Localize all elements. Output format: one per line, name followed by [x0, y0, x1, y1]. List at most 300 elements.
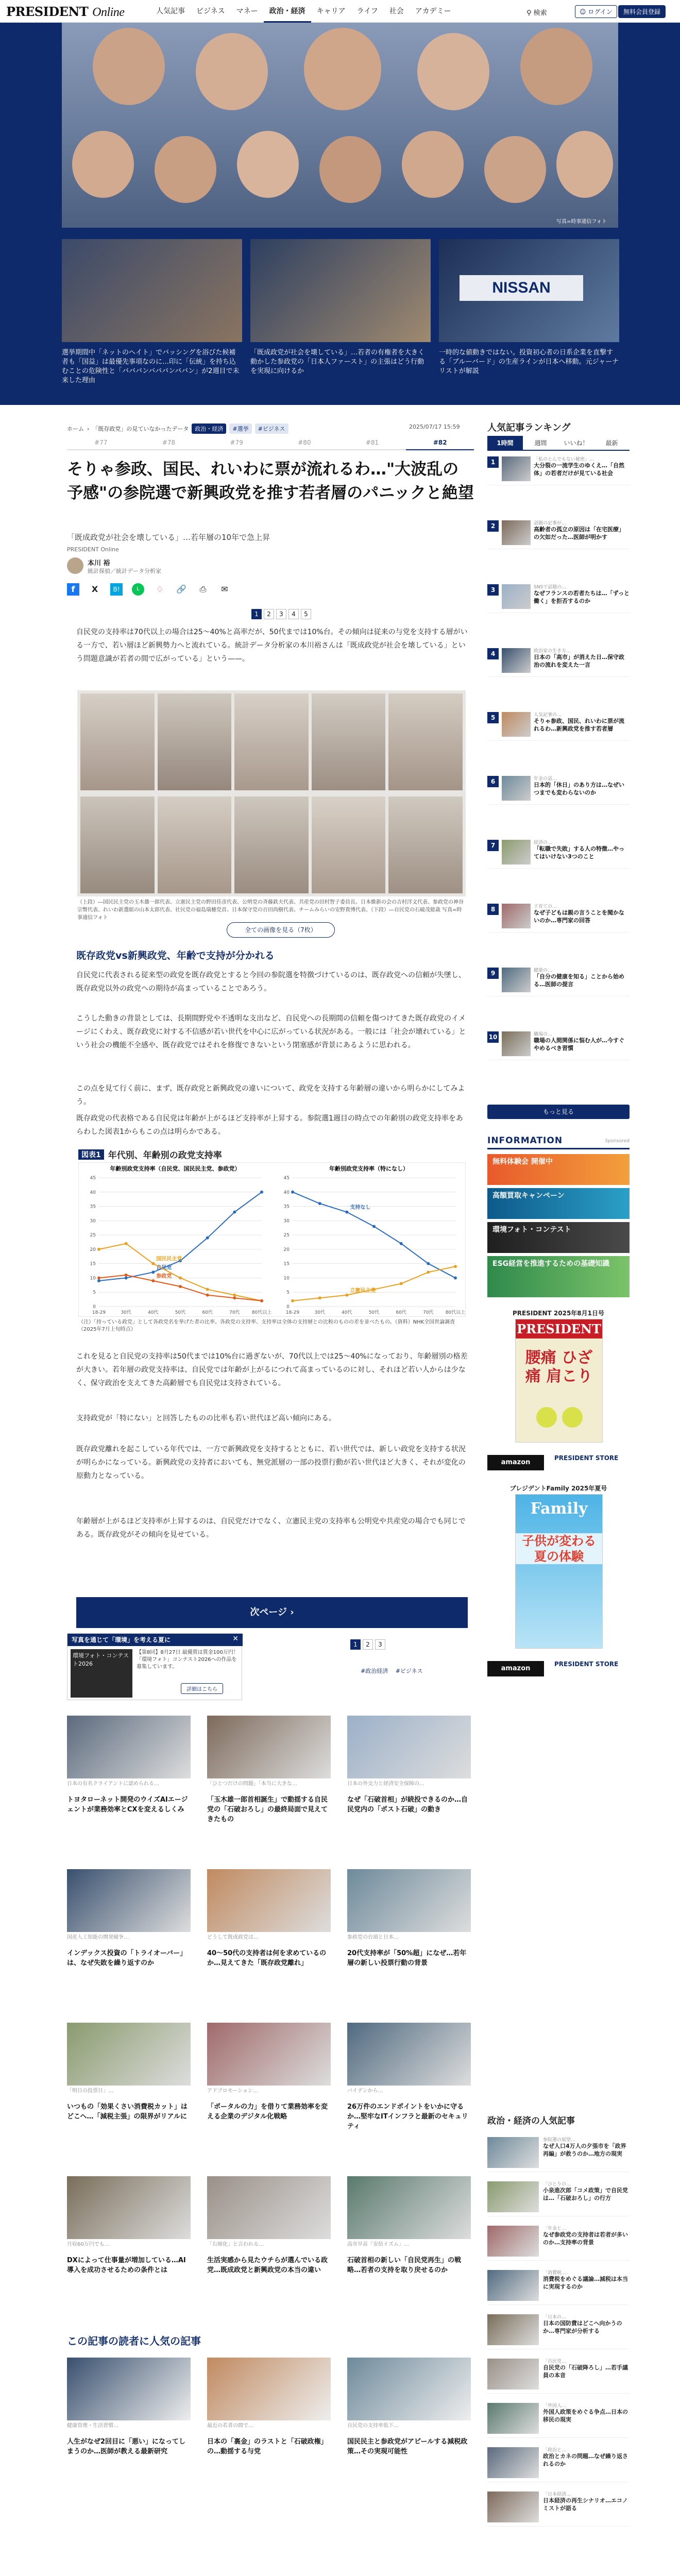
- breadcrumb-item[interactable]: 「既存政党」の見ていなかったデータ: [92, 426, 189, 432]
- hero-sub-image-3[interactable]: [439, 239, 619, 342]
- politics-title[interactable]: 外国人政策をめぐる争点…日本の移民の現実: [543, 2409, 628, 2423]
- card-image[interactable]: [207, 1716, 331, 1778]
- ranking-item[interactable]: [487, 773, 630, 805]
- site-logo[interactable]: PRESIDENT Online: [6, 4, 125, 19]
- hero-caption-2[interactable]: 「既成政党が社会を壊している」…若者の有権者を大きく動かした参政党の「日本人ファースト」の主張はどう行動を実現に向けるか: [250, 349, 425, 375]
- rank-thumb[interactable]: [502, 904, 531, 928]
- rank-number: 8: [487, 904, 499, 915]
- ranking-item[interactable]: [487, 709, 630, 741]
- rank-number: 6: [487, 776, 499, 787]
- rank-thumb[interactable]: [502, 520, 531, 545]
- page-link[interactable]: 1: [350, 1639, 361, 1650]
- family-logo: Family: [530, 1500, 588, 1518]
- hero-caption-3[interactable]: 一時的な値動きではない。投資初心者の日系企業を直撃する「ブルーバード」の生産ラインが日本へ移動。元ジャーナリストが解説: [439, 349, 619, 375]
- x-tick-label: 70代: [423, 1310, 434, 1315]
- card-meta: どうして既成政党は…: [207, 1935, 259, 1940]
- related-heading: この記事の読者に人気の記事: [67, 2335, 201, 2347]
- politics-item[interactable]: [487, 2487, 630, 2527]
- data-point: [206, 1294, 209, 1297]
- rank-meta: 経済の…: [534, 840, 553, 845]
- series-tab-active[interactable]: #82: [406, 439, 474, 450]
- card-meta: 日本の有名クライアントに認められる…: [67, 1781, 159, 1787]
- series-label: 立憲民主党: [350, 1287, 376, 1294]
- rank-meta: 「私のとんでもない秘密」…: [534, 457, 594, 462]
- nav-item[interactable]: 人気記事: [156, 7, 185, 15]
- search-icon: ⚲: [526, 9, 532, 17]
- rank-title[interactable]: なぜ子どもは親の言うことを聞かないのか…専門家の回答: [534, 909, 624, 924]
- article-card[interactable]: [207, 2176, 331, 2275]
- chevron-right-icon: ›: [290, 1607, 294, 1618]
- politics-thumb[interactable]: [487, 2359, 539, 2389]
- breadcrumb: ホーム › 「既存政党」の見ていなかったデータ 政治・経済 #選挙 #ビジネス: [67, 423, 288, 434]
- card-title[interactable]: 日本の「裏金」のラストと「石破政権」の…動揺する与党: [207, 2438, 328, 2455]
- magazine-title: PRESIDENT 2025年8月1日号: [512, 1310, 604, 1317]
- politics-item[interactable]: [487, 2222, 630, 2261]
- hatena-icon[interactable]: B!: [110, 583, 123, 596]
- data-point: [97, 1276, 100, 1279]
- rank-thumb[interactable]: [502, 584, 531, 609]
- pocket-icon[interactable]: ♢: [156, 584, 164, 594]
- author-name: 本川 裕: [88, 560, 110, 567]
- politics-thumb[interactable]: [487, 2270, 539, 2301]
- info-ad[interactable]: 無料体験会 開催中: [487, 1154, 630, 1185]
- pagination-top: [251, 609, 311, 619]
- page-link[interactable]: 4: [288, 609, 299, 619]
- magazine-logo: PRESIDENT: [516, 1319, 602, 1338]
- card-title[interactable]: 石破首相の新しい「自民党再生」の戦略…若者の支持を取り戻せるのか: [347, 2257, 462, 2274]
- link-icon[interactable]: 🔗: [176, 584, 186, 594]
- y-tick-label: 40: [283, 1190, 290, 1195]
- rank-title[interactable]: 日本の「高市」が消えた日…保守政治の流れを変えた一言: [534, 654, 624, 668]
- card-image[interactable]: [67, 2023, 191, 2086]
- rank-title[interactable]: 「転職で失敗」する人の特徴…やってはいけない3つのこと: [534, 845, 624, 860]
- y-tick-label: 10: [90, 1276, 96, 1281]
- x-tick-label: 40代: [148, 1310, 159, 1315]
- rank-thumb[interactable]: [502, 712, 531, 737]
- y-tick-label: 0: [93, 1304, 96, 1310]
- card-title[interactable]: 40〜50代の支持者は何を求めているのか…見えてきた「既存政党離れ」: [207, 1950, 327, 1967]
- card-title[interactable]: なぜ「石破首相」が続投できるのか…自民党内の「ポスト石破」の動き: [347, 1796, 468, 1814]
- page-link[interactable]: 3: [375, 1639, 385, 1650]
- rank-meta: 話題の記事が…: [534, 521, 567, 526]
- rank-thumb[interactable]: [502, 648, 531, 673]
- site-header: [0, 0, 680, 23]
- rank-number: 4: [487, 648, 499, 659]
- politics-thumb[interactable]: [487, 2314, 539, 2345]
- article-card[interactable]: [67, 1716, 191, 1815]
- more-button[interactable]: もっと見る: [487, 1105, 630, 1119]
- family-cover[interactable]: Family 子供が変わる 夏の体験: [515, 1494, 603, 1649]
- article-card[interactable]: [207, 2023, 331, 2122]
- card-image[interactable]: [67, 1869, 191, 1932]
- card-meta: 国産人工知能の開発競争…: [67, 1935, 129, 1940]
- info-ad[interactable]: ESG経営を推進するための基礎知識: [487, 1256, 630, 1297]
- nav-item-active[interactable]: 政治・経済: [264, 0, 311, 23]
- ranking-title: 人気記事ランキング: [487, 422, 571, 433]
- page-link[interactable]: 2: [363, 1639, 373, 1650]
- politics-title[interactable]: 日本経済の再生シナリオ…エコノミストが語る: [543, 2497, 628, 2512]
- search-button[interactable]: ⚲ 検索: [526, 9, 547, 17]
- section-heading: 既存政党vs新興政党、年齢で支持が分かれる: [76, 950, 275, 961]
- x-tick-label: 18-29: [285, 1310, 300, 1315]
- series-tab[interactable]: #81: [338, 439, 406, 450]
- politics-meta: 「自民党…: [543, 2359, 567, 2364]
- data-point: [179, 1276, 182, 1279]
- register-button[interactable]: 無料会員登録: [618, 5, 666, 18]
- hero-main-image[interactable]: [62, 23, 618, 228]
- x-tick-label: 70代: [229, 1310, 240, 1315]
- rank-meta: 人気記事の…: [534, 713, 562, 718]
- rank-meta: 年金の話…: [534, 776, 557, 782]
- data-point: [291, 1191, 294, 1194]
- publish-date: 2025/07/17 15:59: [409, 423, 460, 430]
- politics-meta: 「日本経済…: [543, 2492, 571, 2497]
- data-point: [206, 1236, 209, 1240]
- page-link[interactable]: 3: [276, 609, 286, 619]
- card-meta: 参政党の台頭と日本…: [347, 1935, 399, 1940]
- politics-thumb[interactable]: [487, 2403, 539, 2434]
- article-card[interactable]: [347, 1716, 471, 1815]
- article-card[interactable]: [347, 2176, 471, 2275]
- politics-meta: 「日本の…: [543, 2315, 567, 2320]
- nissan-sign: NISSAN: [460, 275, 583, 301]
- paragraph: こうした動きの背景としては、長期間野党や不透明な支出など、自民党への長期間の信頼を傷つけてきた既存政党のイメージにくわえ、既存政党に対する不信感が若い世代を中心に広がっている状況がある。一般には「社会が壊れている」という社会の機能不全感や、既存政党ではそれを修復できないという閉塞感が背景にあるように思われる。: [76, 1014, 466, 1049]
- y-tick-label: 25: [90, 1233, 96, 1239]
- politics-item[interactable]: [487, 2266, 630, 2305]
- share-bar: [67, 583, 231, 596]
- card-image[interactable]: [67, 1716, 191, 1778]
- card-image[interactable]: [207, 2358, 331, 2420]
- data-point: [97, 1248, 100, 1251]
- card-title[interactable]: 国民民主と参政党がアピールする減税政策…その実現可能性: [347, 2438, 468, 2455]
- data-point: [179, 1285, 182, 1288]
- ranking-item[interactable]: [487, 453, 630, 485]
- tab-weekly[interactable]: 週間: [534, 439, 547, 447]
- x-tick-label: 80代以上: [251, 1310, 272, 1315]
- politics-thumb[interactable]: [487, 2447, 539, 2478]
- rank-title[interactable]: そりゃ参政、国民、れいわに票が流れるわ…新興政党を推す若者層: [534, 718, 624, 732]
- y-tick-label: 10: [283, 1276, 290, 1281]
- rank-title[interactable]: なぜフランスの若者たちは…「ずっと働く」を拒否するのか: [534, 590, 630, 604]
- y-tick-label: 45: [283, 1176, 290, 1181]
- nav-item[interactable]: マネー: [236, 7, 258, 15]
- publisher: PRESIDENT Online: [67, 546, 119, 553]
- ranking-item[interactable]: [487, 964, 630, 996]
- politics-item[interactable]: [487, 2133, 630, 2172]
- article-card[interactable]: [67, 2176, 191, 2275]
- user-icon: ☺: [580, 8, 586, 15]
- politics-item[interactable]: [487, 2443, 630, 2482]
- card-title[interactable]: トヨタローネット開発のウイズAIエージェントが業務効率とCXを変えるしくみ: [67, 1796, 188, 1814]
- card-meta: 自民党の支持率低下…: [347, 2423, 399, 2429]
- y-tick-label: 20: [283, 1247, 290, 1252]
- paragraph: 既存政党の代表格である自民党は年齢が上がるほど支持率が上昇する。参院選1週目の時点での年齢別の政党支持率をあらわした図表1からもこの点は明らかである。: [76, 1114, 463, 1136]
- line-icon[interactable]: L: [132, 583, 144, 596]
- rank-number: 3: [487, 584, 499, 596]
- avatar: [67, 557, 83, 574]
- tab-1hour[interactable]: 1時間: [487, 436, 523, 450]
- main-nav: [150, 0, 457, 23]
- politics-thumb[interactable]: [487, 2492, 539, 2522]
- y-tick-label: 25: [283, 1233, 290, 1239]
- facebook-icon[interactable]: f: [67, 583, 79, 596]
- article-card[interactable]: [347, 1869, 471, 1968]
- y-tick-label: 35: [283, 1204, 290, 1210]
- pagination-bottom: [350, 1639, 385, 1650]
- hashtag[interactable]: #選挙: [229, 423, 251, 434]
- politics-title[interactable]: 自民党の「石破降ろし」…若手議員の本音: [543, 2364, 628, 2379]
- y-tick-label: 15: [283, 1261, 290, 1267]
- data-point: [125, 1276, 128, 1279]
- card-image[interactable]: [67, 2176, 191, 2239]
- card-meta: 高市早苗「安倍イズム」…: [347, 2242, 409, 2247]
- rank-thumb[interactable]: [502, 968, 531, 992]
- data-point: [372, 1225, 376, 1228]
- breadcrumb-item[interactable]: ホーム: [67, 426, 84, 432]
- card-title[interactable]: 生活実感から見たウチらが選んでいる政党…既成政党と新興政党の本当の違い: [207, 2257, 328, 2274]
- rank-meta: 健康の…: [534, 968, 553, 973]
- card-image[interactable]: [347, 2176, 471, 2239]
- ranking-item[interactable]: [487, 517, 630, 549]
- card-image[interactable]: [207, 1869, 331, 1932]
- x-icon[interactable]: X: [91, 584, 98, 594]
- amazon-link[interactable]: amazon PRESIDENT STORE: [487, 1659, 630, 1680]
- politics-meta: 「外国人…: [543, 2403, 567, 2409]
- nav-item[interactable]: ビジネス: [196, 7, 225, 15]
- rank-meta: 職場の…: [534, 1032, 553, 1037]
- politics-title[interactable]: なぜ参政党の支持者は若者が多いのか…支持率の背景: [543, 2231, 628, 2246]
- photo-caption: （上段）―国民民主党の玉木雄一郎代表、立憲民主党の野田佳彦代表、公明党の斉藤鉄夫代表、共産党の田村智子委員長、日本維新の会の吉村洋文代表、参政党の神谷宗幣代表、れいわ新選組の山本太郎代表、社民党の福島瑞穂党首、日本保守党の百田尚樹代表、チームみらいの安野貴博代表、（下段）―自民党の石破茂総裁 写真=時事通信フォト: [77, 900, 464, 921]
- rank-thumb[interactable]: [502, 1031, 531, 1056]
- data-point: [233, 1294, 236, 1297]
- x-tick-label: 30代: [314, 1310, 325, 1315]
- article-photo[interactable]: [77, 690, 466, 896]
- rank-title[interactable]: 高齢者の孤立の原因は「在宅医療」の欠如だった…医師が明かす: [534, 526, 624, 540]
- info-ad[interactable]: 高額買取キャンペーン: [487, 1188, 630, 1219]
- paragraph: 自民党に代表される従来型の政党を既存政党とすると今回の参院選を特徴づけているのは、既存政党への信頼が失墜し、既存政党以外の政党への期待が高まっていることであろう。: [76, 971, 466, 993]
- paragraph: この点を見て行く前に、まず、既存政党と新興政党の違いについて、政党を支持する年齢層の違いから明らかにしてみよう。: [76, 1084, 465, 1106]
- card-title[interactable]: 「玉木雄一郎首相誕生」で動揺する自民党の「石破おろし」の最終局面で見えてきたもの: [207, 1796, 328, 1823]
- card-title[interactable]: いつもの「効果くさい消費税カット」はどこへ…「減税主張」の限界がリアルに: [67, 2103, 188, 2121]
- hero-section: [0, 23, 680, 405]
- series-tab[interactable]: #80: [270, 439, 338, 450]
- chart-title: 年齢別政党支持率（特になし）: [329, 1165, 409, 1172]
- ranking-item[interactable]: [487, 1028, 630, 1060]
- x-tick-label: 50代: [368, 1310, 380, 1315]
- politics-meta: 「消費税…: [543, 2270, 567, 2276]
- rank-title[interactable]: 「自分の健康を知る」ことから始める…医師の提言: [534, 973, 624, 988]
- rank-title[interactable]: 職場の人間関係に悩む人が…今すぐやめるべき習慣: [534, 1037, 624, 1052]
- card-meta: 月収60万円でも…: [67, 2242, 110, 2247]
- close-icon[interactable]: ✕: [232, 1635, 239, 1643]
- data-point: [454, 1265, 457, 1268]
- popup-detail-button[interactable]: 詳細はこちら: [181, 1683, 223, 1694]
- x-tick-label: 60代: [396, 1310, 406, 1315]
- nav-item[interactable]: 社会: [389, 7, 404, 15]
- chart-area: [78, 1162, 466, 1317]
- rank-thumb[interactable]: [502, 456, 531, 481]
- nav-item[interactable]: ライフ: [356, 7, 378, 15]
- series-tab[interactable]: #77: [67, 439, 135, 450]
- popup-text: 【第8回】8月27日 最優賞は賞金100万円！「環境フォト」コンテスト2026への作品を募集しています。: [137, 1650, 239, 1670]
- popup-image[interactable]: 環境フォト・コンテスト2026: [71, 1649, 132, 1698]
- politics-item[interactable]: [487, 2310, 630, 2349]
- y-tick-label: 45: [90, 1176, 96, 1181]
- article-card[interactable]: [347, 2023, 471, 2131]
- politics-meta: 「政治と…: [543, 2448, 567, 2453]
- politics-meta: 参院選の展望…: [543, 2138, 576, 2143]
- card-image[interactable]: [347, 1716, 471, 1778]
- x-tick-label: 50代: [175, 1310, 186, 1315]
- card-title[interactable]: 26万件のエンドポイントをいかに守るか…堅牢なITインフラと最新のセキュリティ: [347, 2103, 468, 2130]
- series-label: 国民民主党: [156, 1256, 182, 1262]
- rank-number: 5: [487, 712, 499, 723]
- page-link[interactable]: 1: [251, 609, 262, 619]
- hero-sub-image-1[interactable]: [62, 239, 242, 342]
- card-meta: アドプロモーション…: [207, 2088, 258, 2094]
- y-tick-label: 5: [286, 1290, 290, 1296]
- politics-title[interactable]: 政治とカネの問題…なぜ繰り返されるのか: [543, 2453, 628, 2467]
- information-heading: Sponsored INFORMATION: [487, 1136, 630, 1149]
- data-point: [125, 1274, 128, 1277]
- page-link[interactable]: 5: [301, 609, 311, 619]
- rank-thumb[interactable]: [502, 776, 531, 801]
- magazine-cover[interactable]: PRESIDENT 腰痛 ひざ痛 肩こり: [515, 1319, 603, 1443]
- data-point: [125, 1242, 128, 1245]
- data-point: [400, 1282, 403, 1285]
- card-image[interactable]: [347, 1869, 471, 1932]
- card-image[interactable]: [347, 2358, 471, 2420]
- mail-icon[interactable]: ✉: [221, 584, 228, 594]
- article-subtitle: 「既成政党が社会を壊している」…若年層の10年で急上昇: [67, 533, 270, 542]
- article-title: そりゃ参政、国民、れいわに票が流れるわ…"大波乱の予感"の参院選で新興政党を推す若者層のパニックと絶望: [67, 460, 474, 502]
- series-tabs: [67, 439, 474, 450]
- view-all-photos-button[interactable]: 全ての画像を見る（7枚）: [227, 922, 335, 938]
- article-card[interactable]: [67, 2358, 191, 2456]
- politics-title[interactable]: 消費税をめぐる議論…減税は本当に実現するのか: [543, 2276, 628, 2290]
- politics-title[interactable]: 日本の国防費はどこへ向かうのか…専門家が分析する: [543, 2320, 622, 2334]
- next-page-button[interactable]: 次ページ ›: [76, 1597, 468, 1628]
- article-card[interactable]: [207, 1716, 331, 1824]
- card-image[interactable]: [207, 2023, 331, 2086]
- series-tab[interactable]: #79: [202, 439, 270, 450]
- data-point: [345, 1211, 348, 1214]
- data-point: [291, 1299, 294, 1302]
- card-meta: 日本の外交力と経済安全保障の…: [347, 1781, 424, 1787]
- politics-title[interactable]: なぜ人口4万人の夕張市を「政界再編」が救うのか…地方の現実: [543, 2143, 626, 2157]
- nav-item[interactable]: アカデミー: [415, 7, 451, 15]
- hero-caption-1[interactable]: 選挙期間中「ネットのヘイト」でバッシングを浴びた候補者も「国益」は最優先事項なのに…印に「伝統」を持ち込むことの危険性と「バババンバババンババン」が2週目で未来した理由: [62, 349, 240, 384]
- data-point: [454, 1276, 457, 1279]
- chart-title: 年齢別政党支持率（自民党、国民民主党、参政党）: [110, 1165, 241, 1172]
- page-link[interactable]: 2: [264, 609, 274, 619]
- amazon-link[interactable]: amazon PRESIDENT STORE: [487, 1453, 630, 1473]
- data-point: [427, 1270, 430, 1274]
- card-title[interactable]: DXによって仕事量が増加している…AI導入を成功させるための条件とは: [67, 2257, 186, 2274]
- card-title[interactable]: 人生がなぜ2回目に「悪い」になってしまうのか…医師が教える最新研究: [67, 2438, 186, 2455]
- hero-sub-image-2[interactable]: [250, 239, 431, 342]
- x-tick-label: 18-29: [92, 1310, 106, 1315]
- y-tick-label: 35: [90, 1204, 96, 1210]
- figure-label: 図表1 年代別、年齢別の政党支持率: [78, 1148, 222, 1161]
- login-button[interactable]: ☺ ログイン: [575, 5, 617, 18]
- ranking-item[interactable]: [487, 837, 630, 869]
- ranking-item[interactable]: [487, 581, 630, 613]
- series-label: 自民党: [156, 1265, 172, 1271]
- card-meta: 「明日の投票日」…: [67, 2088, 113, 2094]
- article-card[interactable]: [207, 1869, 331, 1968]
- politics-item[interactable]: [487, 2399, 630, 2438]
- article-card[interactable]: [347, 2358, 471, 2456]
- data-point: [97, 1279, 100, 1282]
- data-point: [318, 1202, 321, 1205]
- card-image[interactable]: [67, 2358, 191, 2420]
- y-tick-label: 20: [90, 1247, 96, 1252]
- rank-title[interactable]: 大分裂の一流学生のゆくえ…「自然体」の若者だけが見ている社会: [534, 462, 624, 477]
- ranking-item[interactable]: [487, 901, 630, 933]
- article-card[interactable]: [67, 2023, 191, 2122]
- info-ad[interactable]: 環境フォト・コンテスト: [487, 1222, 630, 1253]
- tab-likes[interactable]: いいね！: [564, 439, 589, 447]
- politics-meta: 「年金と…: [543, 2226, 567, 2231]
- category-tag[interactable]: 政治・経済: [192, 423, 226, 434]
- data-point: [233, 1211, 236, 1214]
- card-title[interactable]: 20代支持率が「50%超」になぜ…若年層の新しい投票行動の背景: [347, 1950, 467, 1967]
- politics-thumb[interactable]: [487, 2137, 539, 2168]
- x-tick-label: 40代: [342, 1310, 352, 1315]
- data-point: [151, 1279, 155, 1282]
- bottom-tags[interactable]: #政治経済 #ビジネス: [361, 1668, 423, 1674]
- politics-title[interactable]: 小泉進次郎「コメ政策」で自民党は…「石破おろし」の行方: [543, 2187, 628, 2201]
- series-tab[interactable]: #78: [135, 439, 203, 450]
- ranking-tabs: [487, 436, 630, 451]
- card-image[interactable]: [347, 2023, 471, 2086]
- y-tick-label: 40: [90, 1190, 96, 1195]
- article-lead: 自民党の支持率は70代以上の場合は25〜40%と高率だが、50代までは10%台。その傾向は従来の与党を支持する層がいる一方で、若い層ほど新興勢力へと流れている。統計データ分析家の本川裕さんは「既成政党が社会を壊している」という問題意識が若者の間で広がっている」という——。: [76, 628, 468, 663]
- hashtag[interactable]: #ビジネス: [255, 423, 288, 434]
- politics-item[interactable]: [487, 2354, 630, 2394]
- data-point: [318, 1296, 321, 1299]
- popup-header: 写真を通じて「環境」を考える夏に: [67, 1634, 243, 1646]
- y-tick-label: 30: [90, 1218, 96, 1224]
- rank-title[interactable]: 日本的「休日」のあり方は…なぜいつまでも変わらないのか: [534, 782, 624, 796]
- data-point: [400, 1242, 403, 1245]
- politics-ranking-title: 政治・経済の人気記事: [487, 2116, 575, 2126]
- rank-thumb[interactable]: [502, 840, 531, 865]
- data-point: [260, 1191, 263, 1194]
- article-card[interactable]: [207, 2358, 331, 2456]
- figure-note: （注）「持っている政党」として各政党名を挙げた者の比率。各政党の支持率、支持率は全体の支持層との比較のものの差を並べたもの。（資料）NHK全国世論調査（2025年7月上旬時点）: [78, 1319, 455, 1332]
- politics-item[interactable]: [487, 2177, 630, 2216]
- ranking-item[interactable]: [487, 645, 630, 677]
- data-point: [260, 1299, 263, 1302]
- card-meta: バイデンから…: [347, 2088, 383, 2094]
- card-image[interactable]: [207, 2176, 331, 2239]
- tab-latest[interactable]: 最新: [605, 439, 618, 447]
- rank-number: 7: [487, 840, 499, 851]
- card-title[interactable]: インデックス投資の「トライオーバー」は、なぜ失敗を繰り返すのか: [67, 1950, 187, 1967]
- politics-thumb[interactable]: [487, 2226, 539, 2257]
- politics-thumb[interactable]: [487, 2181, 539, 2212]
- card-title[interactable]: 「ポータルの力」を借りて業務効率を変える企業のデジタル化戦略: [207, 2103, 328, 2121]
- rank-number: 10: [487, 1031, 499, 1043]
- data-point: [427, 1262, 430, 1265]
- nav-item[interactable]: キャリア: [316, 7, 346, 15]
- article-card[interactable]: [67, 1869, 191, 1968]
- paragraph: 支持政党が「特にない」と回答したものの比率も若い世代ほど高い傾向にある。: [76, 1414, 336, 1422]
- print-icon[interactable]: ⎙: [199, 584, 207, 594]
- paragraph: これを見ると自民党の支持率は50代までは10%台に過ぎないが、70代以上では25〜40%になっており、年齢層別の格差が大きい。若年層の政党支持率は、自民党では年齢が上がるにつれて高まっているのに対し、それほど若い人からは少なく、保守政治を支えてきた高齢層でも自民党は支持されている。: [76, 1352, 468, 1387]
